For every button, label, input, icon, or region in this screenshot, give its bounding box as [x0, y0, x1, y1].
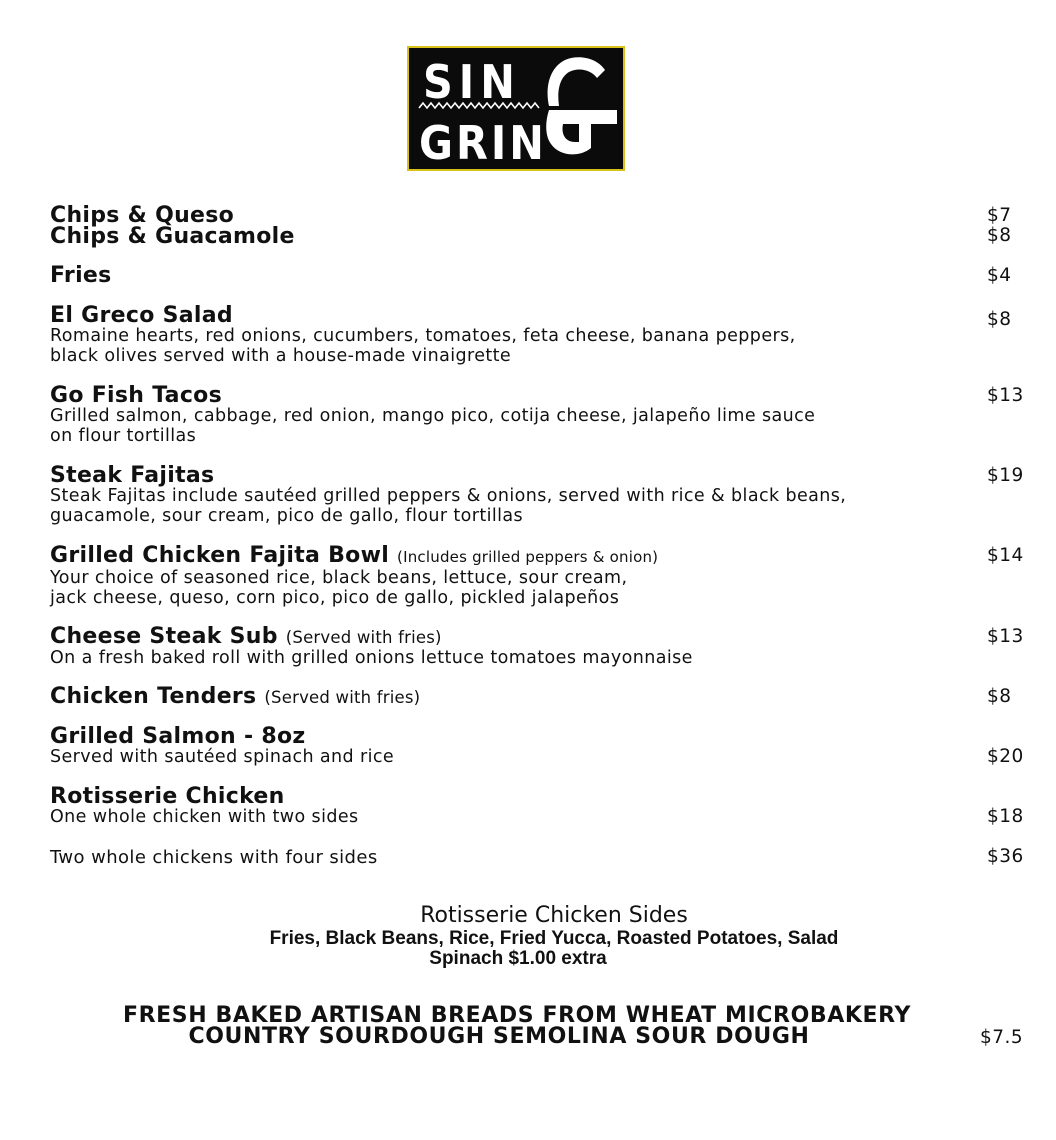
- sin-grin-logo: [407, 46, 625, 171]
- sides-title: Rotisserie Chicken Sides: [420, 903, 688, 928]
- item-description: Your choice of seasoned rice, black beans, lettuce, sour cream,: [50, 568, 628, 588]
- item-description: black olives served with a house-made vinaigrette: [50, 346, 512, 366]
- item-price: $8: [987, 686, 1012, 707]
- breads-section: [0, 1005, 1040, 1047]
- logo-graphic: [409, 48, 623, 169]
- menu-item-cheese-steak-sub: [50, 626, 1030, 668]
- breads-price: $7.5: [980, 1027, 1024, 1048]
- item-name: Chicken Tenders: [50, 684, 257, 709]
- item-description: jack cheese, queso, corn pico, pico de gallo, pickled jalapeños: [50, 588, 620, 608]
- item-price: $8: [987, 225, 1012, 246]
- item-name: Cheese Steak Sub: [50, 624, 278, 649]
- item-description: On a fresh baked roll with grilled onions lettuce tomatoes mayonnaise: [50, 648, 693, 668]
- logo-line1: SIN: [423, 55, 521, 109]
- menu-item-fries: [50, 265, 1030, 286]
- item-description: One whole chicken with two sides: [50, 807, 359, 827]
- item-price: $14: [987, 545, 1024, 566]
- item-name: Rotisserie Chicken: [50, 784, 285, 809]
- item-name: Chips & Queso: [50, 203, 235, 228]
- item-description: guacamole, sour cream, pico de gallo, flour tortillas: [50, 506, 524, 526]
- item-name: Two whole chickens with four sides: [50, 847, 378, 868]
- sides-list: Fries, Black Beans, Rice, Fried Yucca, Roasted Potatoes, Salad: [269, 928, 839, 949]
- menu-item-el-greco-salad: [50, 305, 1030, 366]
- sides-extra: Spinach $1.00 extra: [429, 948, 607, 969]
- item-name: Chips & Guacamole: [50, 224, 295, 249]
- breads-line2: COUNTRY SOURDOUGH SEMOLINA SOUR DOUGH: [188, 1024, 810, 1049]
- menu-item-grilled-salmon: [50, 726, 1030, 767]
- item-price: $8: [987, 309, 1012, 330]
- menu-item-two-chickens: [50, 847, 1030, 868]
- item-name: Fries: [50, 263, 112, 288]
- item-price: $36: [987, 846, 1024, 867]
- item-price: $13: [987, 626, 1024, 647]
- item-price: $18: [987, 806, 1024, 827]
- logo-line2: GRIN: [419, 116, 547, 169]
- menu-item-chicken-tenders: [50, 686, 1030, 708]
- item-price: $20: [987, 746, 1024, 767]
- item-name: Grilled Salmon - 8oz: [50, 724, 306, 749]
- menu-item-rotisserie-chicken: [50, 786, 1030, 827]
- item-price: $7: [987, 205, 1012, 226]
- item-price: $4: [987, 265, 1012, 286]
- menu-item-go-fish-tacos: [50, 385, 1030, 446]
- item-name: Go Fish Tacos: [50, 383, 222, 408]
- item-description: Grilled salmon, cabbage, red onion, mango pico, cotija cheese, jalapeño lime sauce: [50, 406, 816, 426]
- item-name: El Greco Salad: [50, 303, 233, 328]
- item-description: Steak Fajitas include sautéed grilled peppers & onions, served with rice & black beans,: [50, 486, 847, 506]
- menu-item-chips-queso: [50, 205, 1030, 226]
- sides-section: [0, 903, 1056, 969]
- item-price: $13: [987, 385, 1024, 406]
- item-description: on flour tortillas: [50, 426, 197, 446]
- item-name: Grilled Chicken Fajita Bowl: [50, 543, 390, 568]
- breads-line1: FRESH BAKED ARTISAN BREADS FROM WHEAT MICROBAKERY: [122, 1003, 912, 1028]
- item-note: (Served with fries): [264, 688, 421, 707]
- item-note: (Served with fries): [285, 628, 442, 647]
- item-name: Steak Fajitas: [50, 463, 215, 488]
- menu-item-chips-guacamole: [50, 226, 1030, 247]
- logo-big-g: [546, 57, 617, 154]
- menu-item-steak-fajitas: [50, 465, 1030, 526]
- item-note: (Includes grilled peppers & onion): [397, 548, 659, 566]
- item-description: Romaine hearts, red onions, cucumbers, tomatoes, feta cheese, banana peppers,: [50, 326, 796, 346]
- menu-item-chicken-fajita-bowl: [50, 545, 1030, 608]
- item-price: $19: [987, 465, 1024, 486]
- item-description: Served with sautéed spinach and rice: [50, 747, 395, 767]
